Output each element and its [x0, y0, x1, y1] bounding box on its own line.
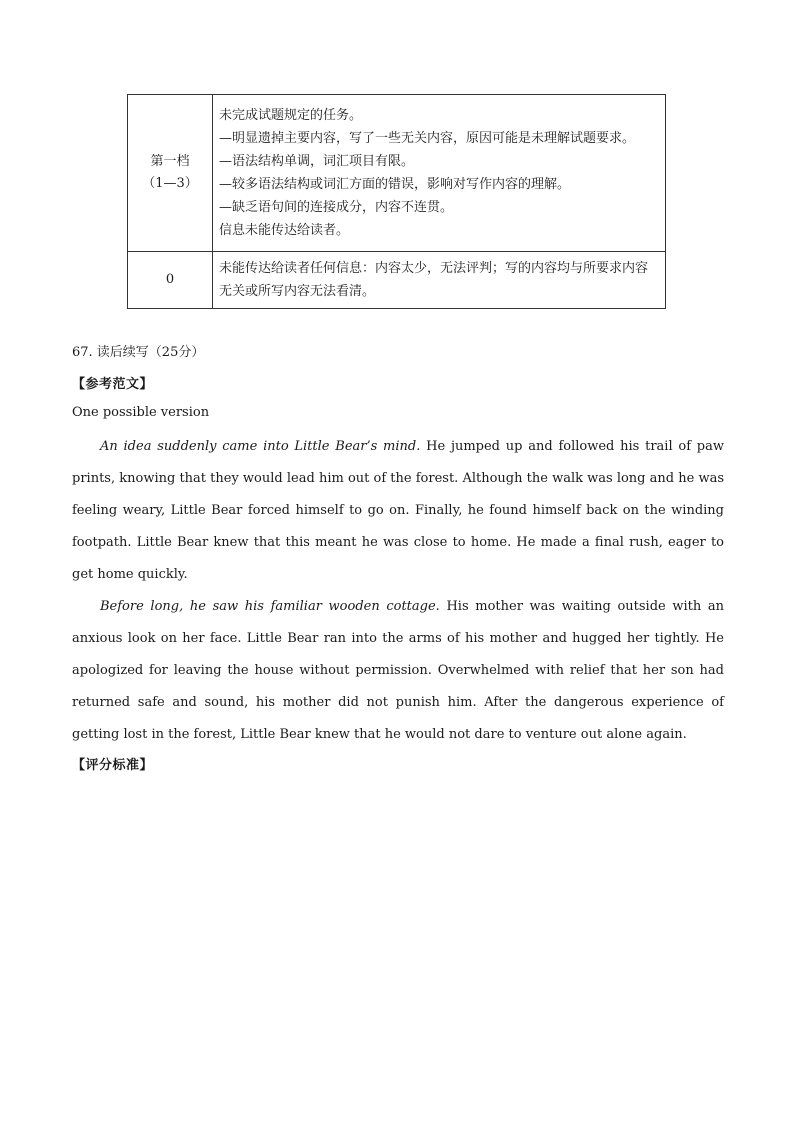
descriptor-line: —明显遗掉主要内容，写了一些无关内容，原因可能是未理解试题要求。: [219, 131, 636, 146]
descriptor-line: —语法结构单调，词汇项目有限。: [219, 154, 415, 169]
paragraph-body: He jumped up and followed his trail of paw prints, knowing that they would lead him out of the forest. Although the walk was long and he was feeling weary, Little Bear forced himself to go on. Finally, he found himself back on the winding footpath. Little Bear knew that this meant he was close to home. He made a final rush, eager to get home quickly.: [72, 439, 724, 582]
band-cell: [128, 252, 213, 309]
band-name: 第一档: [150, 154, 190, 169]
essay-paragraph: [72, 591, 724, 751]
essay-paragraph: [72, 431, 724, 591]
descriptor-cell: [213, 252, 666, 309]
reference-answer-label: 【参考范文】: [72, 377, 154, 392]
scoring-criteria-label: 【评分标准】: [72, 758, 154, 773]
paragraph-opening-sentence: Before long, he saw his familiar wooden cottage.: [100, 599, 440, 614]
band-cell: [128, 95, 213, 252]
question-heading: 67. 读后续写（25分）: [72, 345, 205, 360]
descriptor-line: 信息未能传达给读者。: [219, 223, 350, 238]
paragraph-body: His mother was waiting outside with an anxious look on her face. Little Bear ran into the arms of his mother and hugged her tightly. He apologized for leaving the house without permission. Overwhelmed with relief that her son had returned safe and sound, his mother did not punish him. After the dangerous experience of getting lost in the forest, Little Bear knew that he would not dare to venture out alone again.: [72, 599, 725, 742]
descriptor-text: 未能传达给读者任何信息：内容太少，无法评判；写的内容均与所要求内容无关或所写内容无法看清。: [219, 261, 649, 299]
descriptor-line: 未完成试题规定的任务。: [219, 108, 363, 123]
version-label: One possible version: [72, 405, 210, 420]
descriptor-cell: [213, 95, 666, 252]
rubric-table: [127, 94, 666, 309]
band-name: 0: [165, 272, 175, 287]
paragraph-opening-sentence: An idea suddenly came into Little Bear’s mind.: [100, 439, 421, 454]
descriptor-line: —较多语法结构或词汇方面的错误，影响对写作内容的理解。: [219, 177, 571, 192]
band-range: （1—3）: [142, 176, 198, 191]
rubric-row-band-1: [128, 95, 666, 252]
model-essay: [72, 431, 724, 751]
descriptor-line: —缺乏语句间的连接成分，内容不连贯。: [219, 200, 454, 215]
rubric-row-band-0: [128, 252, 666, 309]
